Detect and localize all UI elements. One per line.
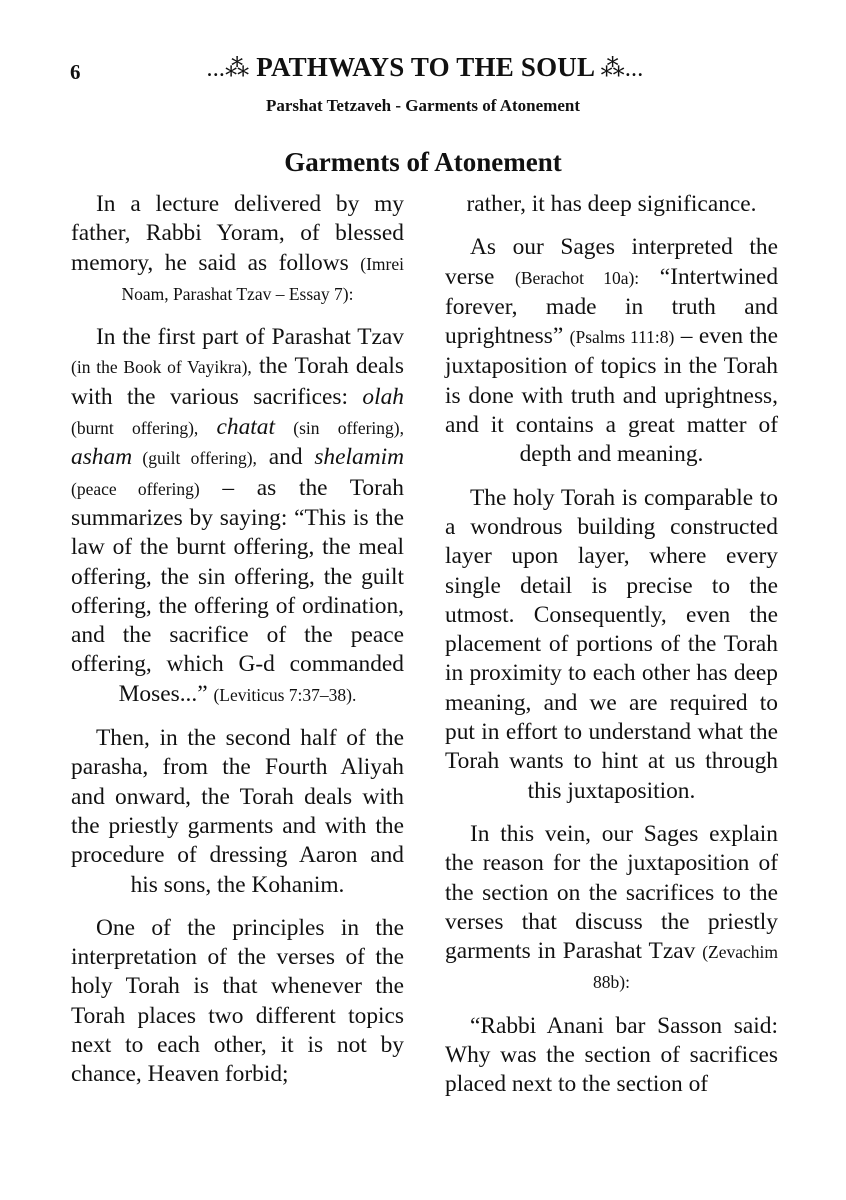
running-header [130,52,720,83]
book-title: PATHWAYS TO THE SOUL [256,52,594,82]
term-asham: asham [71,444,133,471]
term-olah: olah [362,383,404,410]
citation: (in the Book of Vayikra), [71,357,252,378]
left-ornament: ...⁂ [206,56,250,82]
citation: (Leviticus 7:37–38). [213,684,357,705]
citation: (Berachot 10a): [515,267,640,288]
paragraph: As our Sages interpreted the verse (Berachot 10a): “Intertwined forever, made in truth and uprightness” (Psalms 111:8) – even the juxtaposition of topics in the Torah is done with truth and uprightness, and it contains a great matter of depth and meaning. [445,234,779,468]
paragraph: In this vein, our Sages explain the reason for the juxtaposition of the section on the sacrifices to the verses that discuss the priestly garments in Parashat Tzav (Zevachim 88b): [445,820,778,993]
term-shelamim: shelamim [314,444,404,471]
citation: (Psalms 111:8) [569,327,675,348]
citation: (Imrei Noam, Parashat Tzav – Essay 7): [121,253,404,304]
page-number: 6 [70,60,81,84]
paragraph: “Rabbi Anani bar Sasson said: Why was the section of sacrifices placed next to the section of [445,1012,778,1098]
paragraph: One of the principles in the interpretation of the verses of the holy Torah is that whenever the Torah places two different topics next to each other, it is not by chance, Heaven forbid; [71,914,404,1088]
term-chatat: chatat [216,414,275,441]
paragraph: In the first part of Parashat Tzav (in the Book of Vayikra), the Torah deals with the various sacrifices: olah (burnt offering), chatat (sin offering), asham (guilt offering), and shelamim (peace offering) – as the Torah summarizes by saying: “This is the law of the burnt offering, the meal offering, the sin offering, the guilt offering, the offering of ordination, and the sacrifice of the peace offering, which G-d commanded Moses...” (Leviticus 7:37–38). [71,324,404,707]
paragraph: rather, it has deep significance. [466,191,757,217]
right-column [445,190,778,1114]
paragraph: In a lecture delivered by my father, Rabbi Yoram, of blessed memory, he said as follows (Imrei Noam, Parashat Tzav – Essay 7): [71,191,404,304]
right-ornament: ⁂... [600,56,644,82]
citation: (Zevachim 88b): [593,942,778,993]
left-column [71,190,404,1104]
paragraph: Then, in the second half of the parasha, from the Fourth Aliyah and onward, the Torah deals with the priestly garments and with the procedure of dressing Aaron and his sons, the Kohanim. [71,725,404,898]
section-subtitle: Parshat Tetzaveh - Garments of Atonement [266,96,580,115]
article-title: Garments of Atonement [284,147,562,177]
paragraph: The holy Torah is comparable to a wondrous building constructed layer upon layer, where every single detail is precise to the utmost. Consequently, even the placement of portions of the Torah in proximity to each other has deep meaning, and we are required to put in effort to understand what the Torah wants to hint at us through this juxtaposition. [445,484,778,804]
